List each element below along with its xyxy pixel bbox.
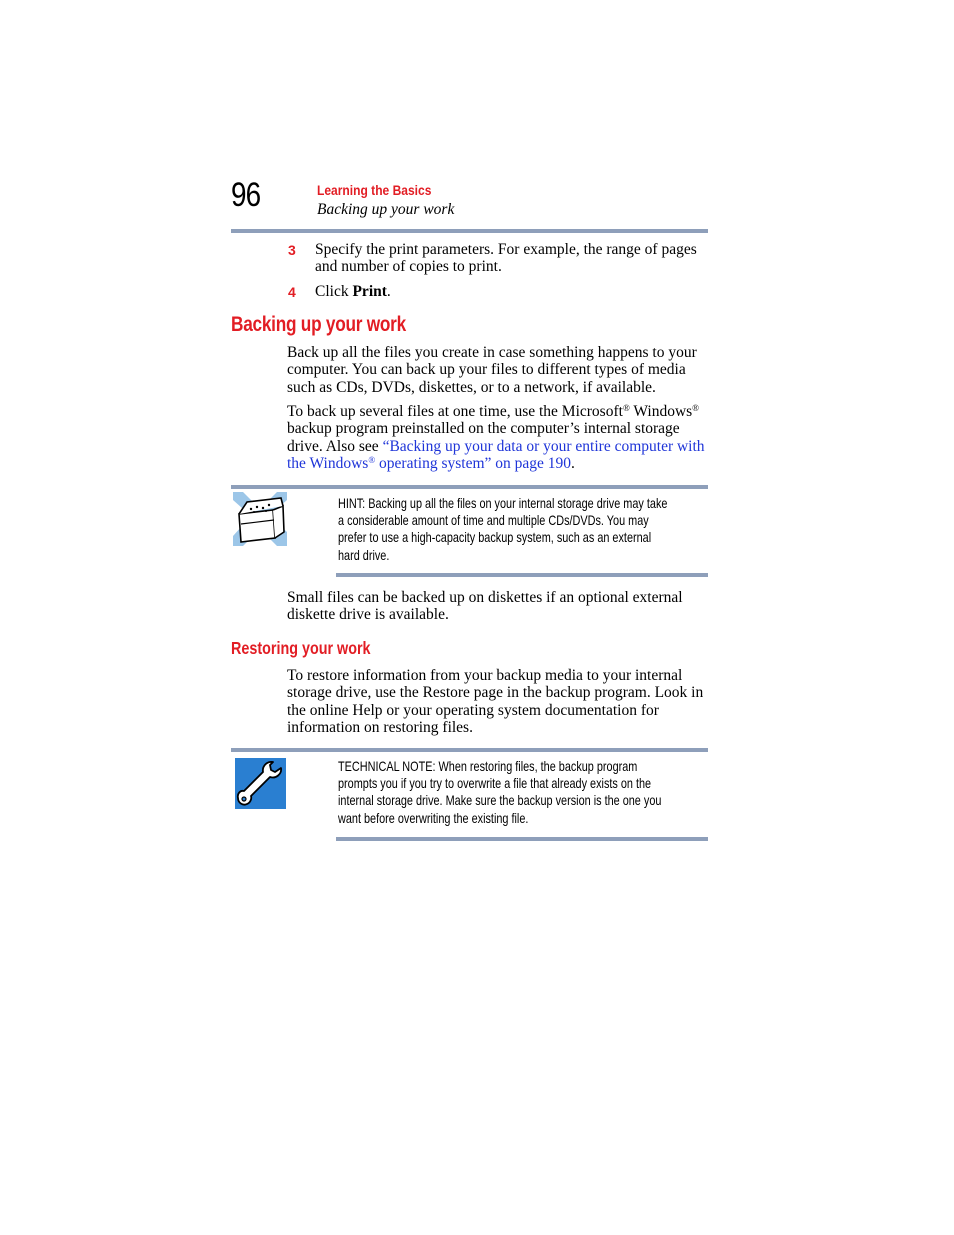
step-text-pre: Click <box>315 283 353 300</box>
step-text-post: . <box>386 283 391 300</box>
paragraph <box>287 667 703 736</box>
paragraph <box>287 589 683 624</box>
note-line: prefer to use a high-capacity backup system, such as an external <box>338 530 652 546</box>
paragraph-line: storage drive, use the Restore page in the backup program. Look in <box>287 684 704 702</box>
step-text <box>315 283 391 300</box>
registered-mark: ® <box>368 454 376 465</box>
running-header-section: Backing up your work <box>317 201 455 218</box>
wrench-icon <box>235 758 286 809</box>
paragraph-line: Small files can be backed up on diskettes if an optional external <box>287 589 683 606</box>
hint-note <box>338 495 706 564</box>
note-line: hard drive. <box>338 547 390 563</box>
section-heading: Backing up your work <box>231 313 406 336</box>
note-line: HINT: Backing up all the files on your internal storage drive may take <box>338 496 668 511</box>
note-rule-bottom <box>336 573 708 577</box>
text-run: Windows <box>629 403 693 420</box>
text-run: drive. Also see <box>287 437 383 455</box>
link-text: the Windows <box>287 454 369 472</box>
step-text-line: and number of copies to print. <box>315 258 502 276</box>
page-number: 96 <box>231 176 261 214</box>
cross-reference-link[interactable]: “Backing up your data or your entire computer with <box>382 437 705 455</box>
technical-note <box>338 758 706 827</box>
note-line: TECHNICAL NOTE: When restoring files, the backup program <box>338 759 638 774</box>
print-command: Print <box>352 283 387 300</box>
header-rule <box>231 229 708 233</box>
paragraph-line: such as CDs, DVDs, diskettes, or to a network, if available. <box>287 378 656 396</box>
paragraph-line <box>287 403 705 420</box>
paragraph-line: To restore information from your backup media to your internal <box>287 667 683 684</box>
note-rule-top <box>231 748 708 752</box>
paragraph <box>287 344 697 396</box>
link-text: operating system” on page 190 <box>375 454 572 472</box>
note-line: prompts you if you try to overwrite a file that already exists on the <box>338 776 652 792</box>
step-text <box>315 241 697 276</box>
note-line: want before overwriting the existing file. <box>338 810 529 826</box>
step-text-line: Specify the print parameters. For example, the range of pages <box>315 241 697 258</box>
paragraph-line: backup program preinstalled on the computer’s internal storage <box>287 420 680 438</box>
text-run: To back up several files at one time, use the Microsoft <box>287 403 623 420</box>
paragraph <box>287 403 705 472</box>
cross-reference-link[interactable] <box>287 455 571 472</box>
note-line: a considerable amount of time and multiple CDs/DVDs. You may <box>338 513 649 529</box>
paragraph-line: Back up all the files you create in case something happens to your <box>287 344 697 361</box>
note-line: internal storage drive. Make sure the backup version is the one you <box>338 793 662 809</box>
step-number: 4 <box>288 284 296 300</box>
subsection-heading: Restoring your work <box>231 638 371 658</box>
registered-mark: ® <box>622 403 630 413</box>
paragraph-line: diskette drive is available. <box>287 606 449 624</box>
note-rule-top <box>231 485 708 489</box>
paragraph-line: information on restoring files. <box>287 718 473 736</box>
note-rule-bottom <box>336 837 708 841</box>
paragraph-line <box>287 438 705 455</box>
treasure-chest-icon <box>233 492 287 546</box>
step-number: 3 <box>288 242 296 258</box>
paragraph-line: computer. You can back up your files to different types of media <box>287 361 686 379</box>
registered-mark: ® <box>692 403 700 413</box>
paragraph-line <box>287 455 705 472</box>
paragraph-line: the online Help or your operating system documentation for <box>287 701 659 719</box>
text-run: . <box>571 454 575 472</box>
running-header-chapter: Learning the Basics <box>317 182 432 198</box>
